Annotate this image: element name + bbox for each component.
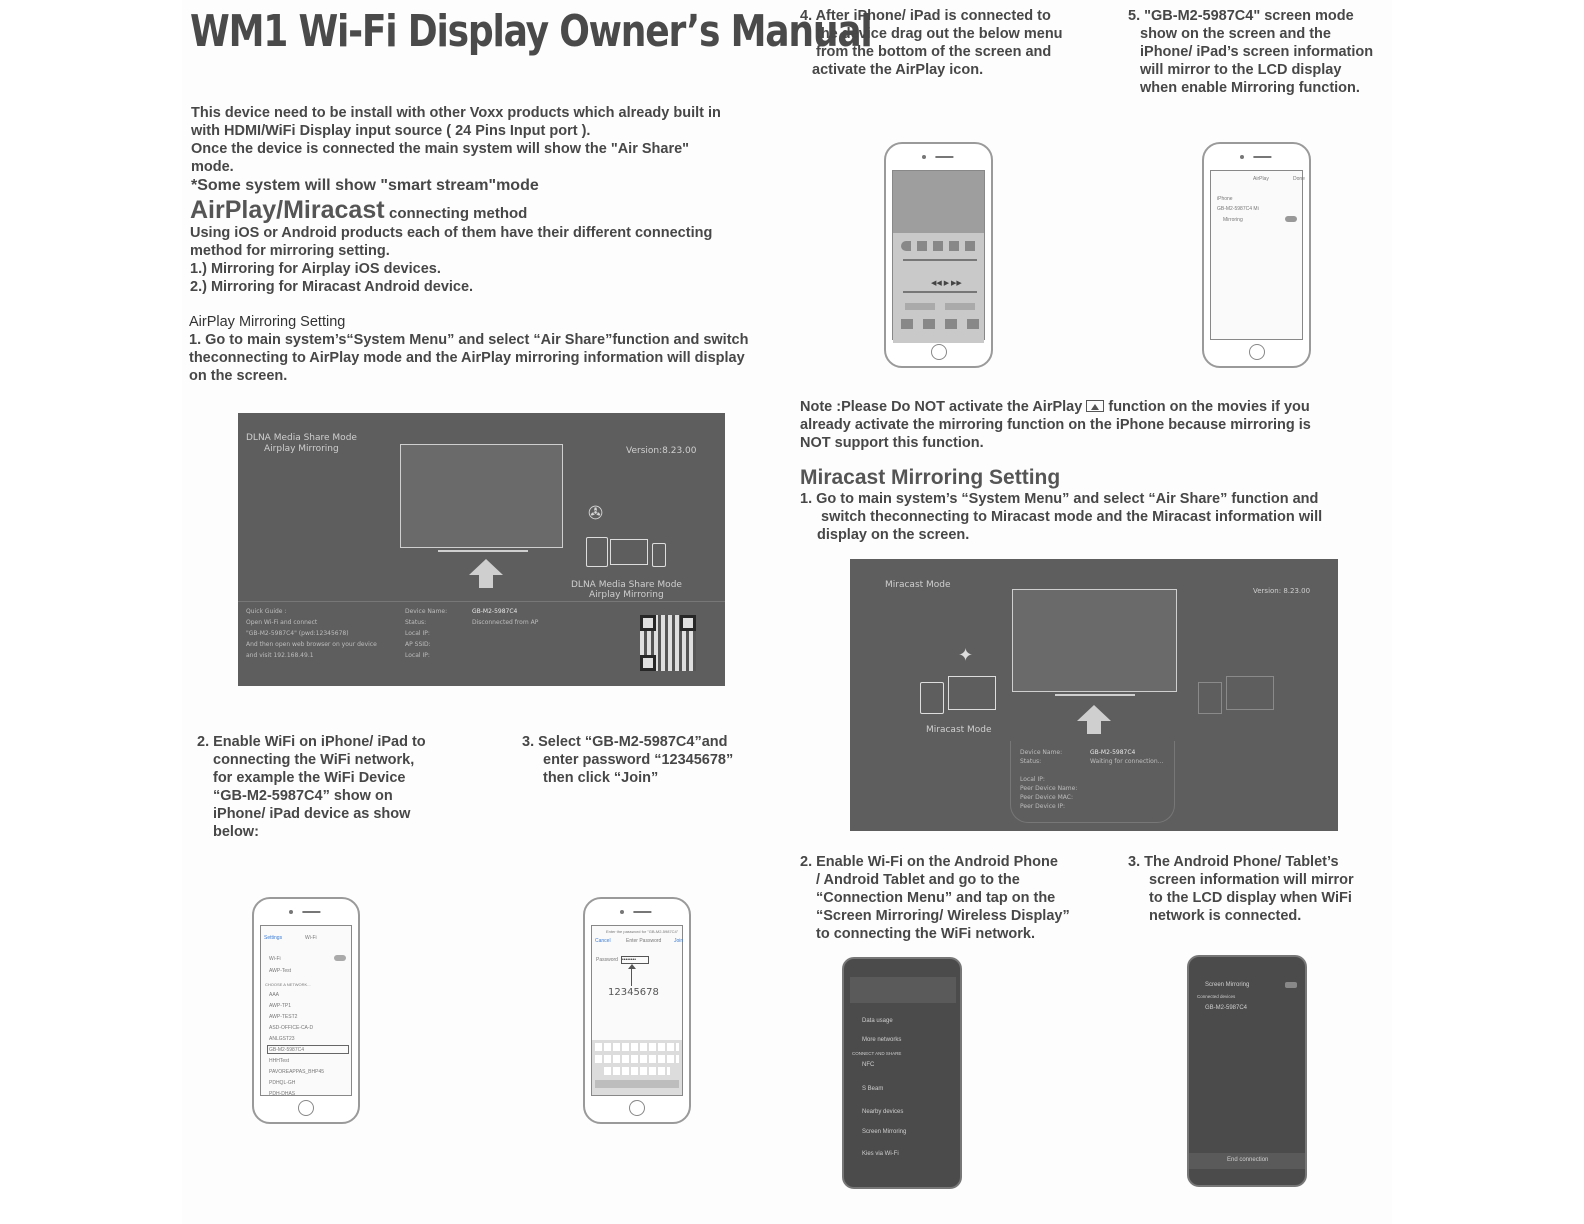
step-line: then click “Join” [543,770,659,786]
android-connections-menu [842,957,962,1189]
step-line: “Screen Mirroring/ Wireless Display” [816,908,1070,924]
devices-icon [920,674,1000,718]
intro-line: Once the device is connected the main system will show the "Air Share" [191,141,690,157]
intro-note: *Some system will show "smart stream"mode [191,177,539,194]
network-item: ANLGST23 [269,1036,295,1042]
info-label: Local IP: [405,630,430,637]
method-heading-big: AirPlay/Miracast [190,196,385,224]
note-line: NOT support this function. [800,435,984,451]
screen-version: Version:8.23.00 [626,446,697,456]
connected-device: GB-M2-5987C4 [1205,1005,1248,1011]
step-line: 2. Enable Wi-Fi on the Android Phone [800,854,1058,870]
quick-guide: and visit 192.168.49.1 [246,652,314,659]
step-line: for example the WiFi Device [213,770,406,786]
airplay-section [189,313,789,385]
method-line: method for mirroring setting. [190,243,390,259]
airplay-icon [1086,400,1104,412]
menu-item: Nearby devices [862,1109,904,1115]
shortcut-icons [901,319,981,329]
airplay-step1-line: theconnecting to AirPlay mode and the AirPlay mirroring information will display [189,350,745,366]
device-mode-label: DLNA Media Share Mode [571,580,682,590]
step-line: switch theconnecting to Miracast mode and the Miracast information will [821,509,1323,525]
gamepad-icon: ✦ [958,645,974,666]
password-input: •••••••• [621,956,649,964]
method-text [190,224,780,296]
film-reel-icon: ✇ [588,503,604,524]
cancel-button: Cancel [595,938,611,944]
mirroring-switch [1285,982,1297,988]
intro-line: with HDMI/WiFi Display input source ( 24 Pins Input port ). [191,123,591,139]
step-line: will mirror to the LCD display [1140,62,1342,78]
menu-item: Data usage [862,1018,893,1024]
step-line: show on the screen and the [1140,26,1331,42]
password-label: Password [596,957,618,963]
menu-item: More networks [862,1037,902,1043]
step-line: connecting the WiFi network, [213,752,415,768]
step-line: 1. Go to main system’s “System Menu” and select “Air Share” function and [800,491,1319,507]
airplay-step3 [522,733,782,787]
network-item: AWP-TP1 [269,1003,292,1009]
airplay-button [945,303,975,310]
info-value: Waiting for connection... [1090,758,1164,765]
divider [238,601,725,602]
screen-title: Enter Password [626,938,662,944]
network-item: AWP-Test [269,968,292,974]
brightness-slider [903,259,977,261]
password-prompt: Enter the password for "GB-M2-5987C4" [606,929,679,934]
info-label: Peer Device Name: [1020,785,1078,792]
step-line: “Connection Menu” and tap on the [816,890,1056,906]
network-item: HHHTest [269,1058,290,1064]
info-label: Local IP: [1020,776,1045,783]
arrow-up-icon [1077,705,1111,721]
airplay-step1-line: on the screen. [189,368,288,384]
note-line: function on the movies if you [1108,399,1310,415]
screen-mode-label: Airplay Mirroring [264,444,339,454]
info-label: AP SSID: [405,641,431,648]
network-item-selected: GB-M2-5987C4 [269,1047,305,1053]
step-line: 3. Select “GB-M2-5987C4”and [522,734,728,750]
step-line: iPhone/ iPad device as show [213,806,411,822]
screen-mode-label: DLNA Media Share Mode [246,433,357,443]
miracast-step1 [800,490,1370,544]
arrow-shaft [1087,720,1101,734]
method-item: 2.) Mirroring for Miracast Android device. [190,279,474,295]
tv-icon [400,444,563,548]
step-line: 4. After iPhone/ iPad is connected to [800,8,1051,24]
step-line: to the LCD display when WiFi [1149,890,1352,906]
step-line: display on the screen. [817,527,970,543]
screen-mode-label: Miracast Mode [885,580,951,590]
step-line: the device drag out the below menu [816,26,1063,42]
intro-line: This device need to be install with other Voxx products which already built in [191,105,721,121]
iphone-airplay-menu [1202,142,1311,368]
done-button: Done [1293,176,1305,182]
section-label: CHOOSE A NETWORK... [265,982,311,987]
quick-guide: "GB-M2-5987C4" (pwd:12345678) [246,630,349,637]
menu-item: Kies via Wi-Fi [862,1151,899,1157]
arrow-shaft [479,574,493,588]
method-heading-small: connecting method [389,205,528,222]
info-value: Disconnected from AP [472,619,539,626]
info-label: Device Name: [405,608,448,615]
step-line: below: [213,824,259,840]
qr-code-icon [640,615,696,671]
note-line: Note :Please Do NOT activate the AirPlay [800,399,1083,415]
airplay-step1-line: 1. Go to main system’s“System Menu” and select “Air Share”function and switch [189,332,749,348]
wifi-toggle [334,955,346,961]
step-line: 2. Enable WiFi on iPhone/ iPad to [197,734,426,750]
step-line: “GB-M2-5987C4” show on [213,788,393,804]
step-line: 3. The Android Phone/ Tablet’s [1128,854,1339,870]
airplay-step2 [197,733,477,841]
intro-line: mode. [191,159,234,175]
section-label: CONNECT AND SHARE [852,1051,902,1056]
step-line: enter password “12345678” [543,752,734,768]
step-line: / Android Tablet and go to the [816,872,1020,888]
step-line: iPhone/ iPad’s screen information [1140,44,1374,60]
quick-guide: And then open web browser on your device [246,641,377,648]
screen-title: Wi-Fi [305,935,317,941]
password-callout: 12345678 [608,987,659,998]
iphone-enter-password [583,897,691,1124]
end-connection-button: End connection [1227,1157,1269,1163]
faded-devices-icon [1198,674,1278,718]
iphone-control-center [884,142,993,368]
step4 [800,7,1100,79]
arrow-up-icon [469,559,503,575]
miracast-tv-screen [850,559,1338,831]
method-heading [190,196,527,225]
step-line: activate the AirPlay icon. [812,62,984,78]
intro-text [191,104,781,195]
join-button: Join [674,938,684,944]
note [800,398,1360,452]
airplay-tv-screen [238,413,725,686]
miracast-heading: Miracast Mirroring Setting [800,466,1061,489]
screen-title: AirPlay [1253,176,1269,182]
info-label: Peer Device MAC: [1020,794,1073,801]
network-item: AWP-TEST2 [269,1014,298,1020]
step-line: 5. "GB-M2-5987C4" screen mode [1128,8,1354,24]
airplay-target: iPhone [1217,196,1233,202]
quick-guide: Open Wi-Fi and connect [246,619,318,626]
menu-item-screen-mirroring: Screen Mirroring [862,1129,907,1135]
screen-title: Screen Mirroring [1205,982,1250,988]
volume-slider [903,291,977,293]
callout-line [631,966,632,986]
playback-controls-icon: ◀◀ ▶ ▶▶ [931,280,962,287]
step-line: network is connected. [1149,908,1302,924]
method-item: 1.) Mirroring for Airplay iOS devices. [190,261,441,277]
tv-icon [1012,589,1177,692]
step-line: when enable Mirroring function. [1140,80,1360,96]
keyboard [592,1040,682,1095]
tv-stand [438,550,528,552]
network-item: PDHQL-GH [269,1080,296,1086]
network-item: ASD-OFFICE-CA-D [269,1025,314,1031]
step-line: to connecting the WiFi network. [816,926,1035,942]
info-value: GB-M2-5987C4 [472,608,518,615]
network-item: AAA [269,992,280,998]
note-line: already activate the mirroring function on the iPhone because mirroring is [800,417,1311,433]
info-label: Status: [1020,758,1042,765]
quick-guide: Quick Guide : [246,608,287,615]
airdrop-button [905,303,935,310]
method-line: Using iOS or Android products each of them have their different connecting [190,225,713,241]
tab-bar [850,977,956,1003]
menu-item: S Beam [862,1086,884,1092]
info-label: Status: [405,619,427,626]
network-item: PAVOREAPPAS_BHP45 [269,1069,325,1075]
miracast-step3 [1128,853,1388,925]
menu-item: NFC [862,1062,875,1068]
info-label: Peer Device IP: [1020,803,1065,810]
screen-version: Version: 8.23.00 [1253,587,1311,595]
device-mode-label: Miracast Mode [926,725,992,735]
step-line: screen information will mirror [1149,872,1354,888]
info-value: GB-M2-5987C4 [1090,749,1136,756]
iphone-wifi-list [252,897,360,1124]
android-screen-mirroring [1187,955,1307,1187]
wifi-toggle-label: Wi-Fi [269,956,281,962]
step-line: from the bottom of the screen and [816,44,1052,60]
callout-arrow-icon [628,964,636,969]
device-mode-label: Airplay Mirroring [589,590,664,600]
airplay-target-device: GB-M2-5987C4 Mi [1217,206,1259,212]
section-label: Connected devices [1197,994,1236,999]
airplay-heading: AirPlay Mirroring Setting [189,314,346,330]
devices-icon [586,533,668,573]
control-panel [893,233,984,343]
info-label: Local IP: [405,652,430,659]
miracast-step2 [800,853,1100,943]
network-item: PDH-DHAS [269,1091,296,1097]
tv-stand [1055,694,1135,696]
step5 [1128,7,1392,97]
toggle-icons [901,241,981,251]
mirroring-toggle [1285,216,1297,222]
page-title: WM1 Wi-Fi Display Owner’s Manual [190,6,872,57]
mirroring-label: Mirroring [1223,217,1243,223]
info-label: Device Name: [1020,749,1063,756]
back-link: Settings [264,935,283,941]
